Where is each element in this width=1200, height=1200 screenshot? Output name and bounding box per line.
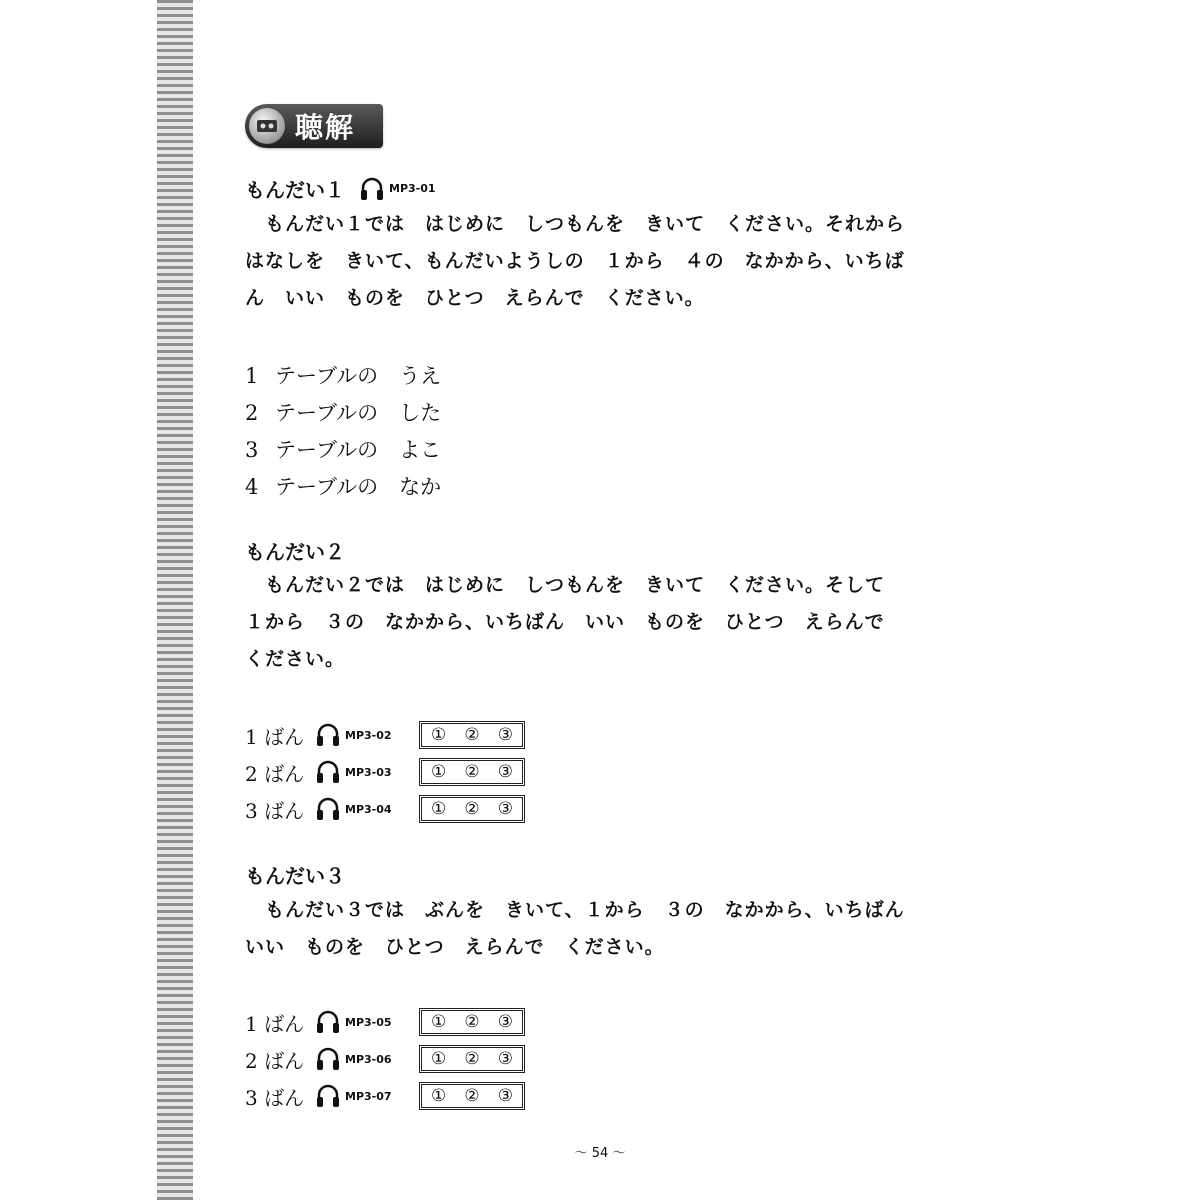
choice-1[interactable]: ①	[431, 762, 447, 782]
option-4	[245, 471, 441, 501]
answer-row	[245, 722, 523, 748]
instruction-line: ん いい ものを ひとつ えらんで ください。	[245, 287, 705, 309]
choice-3[interactable]: ③	[497, 799, 513, 819]
audio-track-label: MP3-06	[345, 1052, 392, 1066]
answer-choices[interactable]	[421, 723, 523, 747]
option-text: テーブルの した	[275, 401, 442, 425]
item-label: 2 ばん	[245, 1048, 305, 1073]
page-number: ～ 54 ～	[574, 1146, 626, 1161]
answer-choices[interactable]	[421, 797, 523, 821]
choice-2[interactable]: ②	[464, 1012, 480, 1032]
item-label: 1 ばん	[245, 1011, 305, 1036]
item-label: 3 ばん	[245, 798, 305, 823]
answer-row	[245, 796, 523, 822]
headphones-icon[interactable]	[359, 176, 385, 202]
choice-1[interactable]: ①	[431, 799, 447, 819]
instruction-line: いい ものを ひとつ えらんで ください。	[245, 936, 665, 958]
audio-track-label: MP3-05	[345, 1015, 392, 1029]
choice-2[interactable]: ②	[464, 1049, 480, 1069]
answer-row	[245, 1083, 523, 1109]
decorative-stripe-bar	[157, 0, 193, 1200]
audio-track-label: MP3-01	[389, 182, 436, 195]
option-text: テーブルの よこ	[275, 438, 442, 462]
section-title: 聴解	[295, 111, 356, 144]
instruction-line: はなしを きいて、もんだいようしの １から ４の なかから、いちば	[245, 250, 905, 272]
choice-2[interactable]: ②	[464, 799, 480, 819]
question-1-instruction	[245, 206, 935, 317]
headphones-icon[interactable]	[315, 1009, 341, 1035]
choice-3[interactable]: ③	[497, 1086, 513, 1106]
instruction-line: もんだい３では ぶんを きいて、１から ３の なかから、いちばん	[245, 899, 905, 921]
audio-track-label: MP3-03	[345, 765, 392, 779]
option-2	[245, 397, 441, 427]
answer-choices[interactable]	[421, 1010, 523, 1034]
answer-choices[interactable]	[421, 1084, 523, 1108]
answer-choices[interactable]	[421, 760, 523, 784]
headphones-icon[interactable]	[315, 759, 341, 785]
option-text: テーブルの うえ	[275, 364, 442, 388]
answer-choices[interactable]	[421, 1047, 523, 1071]
option-text: テーブルの なか	[275, 475, 442, 499]
option-number: 1	[245, 364, 259, 388]
cassette-icon	[249, 108, 285, 144]
item-label: 2 ばん	[245, 761, 305, 786]
item-label: 3 ばん	[245, 1085, 305, 1110]
choice-2[interactable]: ②	[464, 725, 480, 745]
headphones-icon[interactable]	[315, 1046, 341, 1072]
answer-row	[245, 1009, 523, 1035]
option-3	[245, 434, 441, 464]
instruction-line: もんだい１では はじめに しつもんを きいて ください。それから	[245, 213, 906, 235]
option-number: 3	[245, 438, 259, 462]
question-2-title	[245, 536, 345, 565]
choice-1[interactable]: ①	[431, 1012, 447, 1032]
option-number: 4	[245, 475, 259, 499]
section-header	[245, 104, 383, 148]
question-1-label: もんだい１	[245, 178, 345, 202]
option-number: 2	[245, 401, 259, 425]
choice-2[interactable]: ②	[464, 1086, 480, 1106]
question-3-label: もんだい３	[245, 864, 345, 888]
audio-track-label: MP3-02	[345, 728, 392, 742]
instruction-line: もんだい２では はじめに しつもんを きいて ください。そして	[245, 574, 886, 596]
choice-3[interactable]: ③	[497, 762, 513, 782]
choice-3[interactable]: ③	[497, 725, 513, 745]
headphones-icon[interactable]	[315, 796, 341, 822]
choice-1[interactable]: ①	[431, 725, 447, 745]
instruction-line: ください。	[245, 648, 346, 670]
instruction-line: １から ３の なかから、いちばん いい ものを ひとつ えらんで	[245, 611, 885, 633]
question-2-label: もんだい２	[245, 540, 345, 564]
option-1	[245, 360, 441, 390]
audio-track-label: MP3-07	[345, 1089, 392, 1103]
question-2-instruction	[245, 567, 935, 678]
audio-track-label: MP3-04	[345, 802, 392, 816]
question-1-title	[245, 174, 436, 203]
item-label: 1 ばん	[245, 724, 305, 749]
choice-1[interactable]: ①	[431, 1049, 447, 1069]
choice-3[interactable]: ③	[497, 1049, 513, 1069]
question-3-title	[245, 860, 345, 889]
headphones-icon[interactable]	[315, 722, 341, 748]
choice-1[interactable]: ①	[431, 1086, 447, 1106]
choice-2[interactable]: ②	[464, 762, 480, 782]
question-3-instruction	[245, 892, 935, 966]
answer-row	[245, 1046, 523, 1072]
choice-3[interactable]: ③	[497, 1012, 513, 1032]
headphones-icon[interactable]	[315, 1083, 341, 1109]
answer-row	[245, 759, 523, 785]
